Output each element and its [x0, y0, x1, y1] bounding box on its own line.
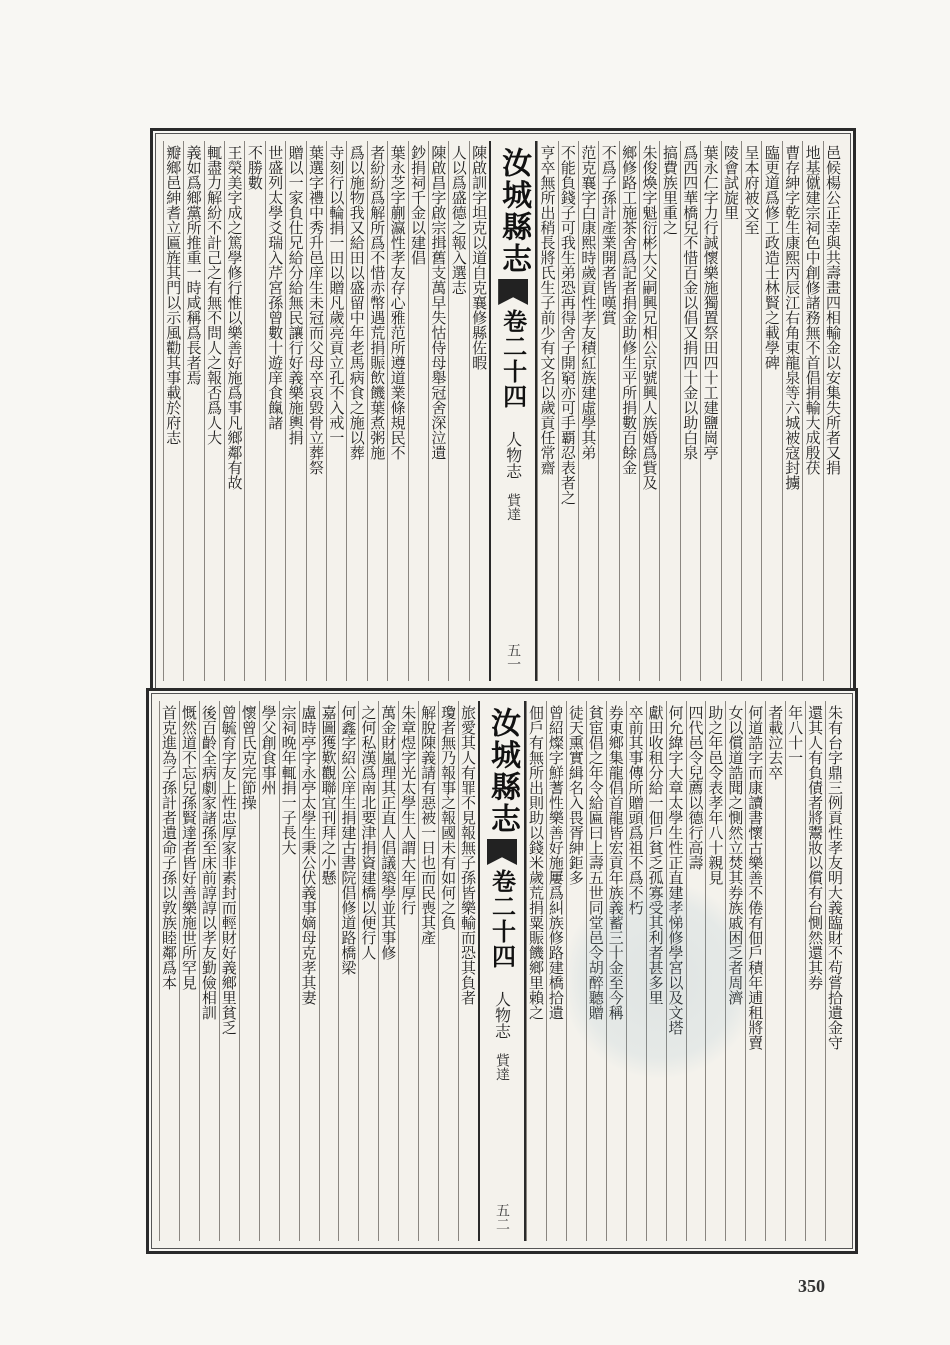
banner-title: 汝城縣志 — [496, 147, 532, 275]
bottom-text-column: 佃戶有無所出則助以錢米歲荒捐粟賑饑鄉里賴之 — [526, 701, 546, 1241]
top-text-column: 陵會試旋里 — [721, 141, 741, 681]
fish-tail-mark — [498, 279, 528, 305]
top-text-column: 鄉修路工施茶舍爲記者捐金助修生平所捐數百餘金 — [619, 141, 639, 681]
bottom-text-column: 卒前其事傳所贈頭爲祖不爲不朽 — [626, 701, 646, 1241]
library-watermark-seal — [560, 880, 760, 1080]
top-text-column: 不能負錢子可我生弟恐再得舍子開窮亦可手覇忍表者之 — [558, 141, 578, 681]
top-text-column: 葉永芝字蒯瀛性孝友存心雅范所遵道業條規民不 — [387, 141, 407, 681]
bottom-text-column: 何鑫字紹公庠生捐建古書院倡修道路橋梁 — [338, 701, 358, 1241]
top-text-column: 曹存紳字乾生康熙丙辰江右角東龍泉等六城被寇封擄 — [782, 141, 802, 681]
bottom-text-column: 券東鄉集龍倡首龍皆宏貢年族義蓄三十金至今稱 — [606, 701, 626, 1241]
bottom-text-column: 助之年邑令表孝年八十親見 — [705, 701, 725, 1241]
banner-section: 人物志 — [503, 431, 523, 479]
top-text-column: 葉選字禮中秀升邑庠生未冠而父母卒哀毀骨立葬祭 — [306, 141, 326, 681]
bottom-text-column: 萬金財嵐理其正直人倡議築學並其事修 — [378, 701, 398, 1241]
top-text-column: 爲西四華橋兒不惜百金以倡又捐四十金以助白泉 — [680, 141, 700, 681]
bottom-text-column: 解脫陳義請有惡被一日也而民喪其產 — [418, 701, 438, 1241]
top-text-column: 寺刻行以輪捐一田以贈凡歲亮貢立孔不入戒一 — [326, 141, 346, 681]
top-text-column: 搞費族里重之 — [659, 141, 679, 681]
top-text-column: 世盛列太學爻瑞入芹宮孫曾數十遊庠食餼諸 — [265, 141, 285, 681]
page-number: 350 — [798, 1276, 825, 1296]
top-text-column: 陳啟昌字啟宗揖舊支萬早失怙侍母舉冠舍深泣遺 — [428, 141, 448, 681]
bottom-text-column: 後百齡全病劇家諸孫至床前諄諄以孝友勤儉相訓 — [199, 701, 219, 1241]
top-text-column: 者紛紛爲解所爲不惜赤幣遇荒捐賑飲饑葉煮粥施 — [367, 141, 387, 681]
top-text-column: 瓣鄉邑紳耆立匾旌其門以示風勸其事載於府志 — [163, 141, 183, 681]
top-text-column: 邑候楊公正幸與共壽畫四相輸金以安集失所者又捐 — [823, 141, 843, 681]
top-center-banner — [489, 141, 537, 681]
bottom-text-column: 首克進為子孫計者遺命子孫以敦族睦鄰爲本 — [159, 701, 179, 1241]
bottom-text-column: 宗祠晚年輒捐一子長大 — [279, 701, 299, 1241]
bottom-center-banner — [478, 701, 526, 1241]
bottom-text-column: 徒天熏實緝名入畏胥紳鉅多 — [566, 701, 586, 1241]
banner-subsection: 貲達 — [505, 493, 522, 521]
top-text-column: 王榮美字成之篤學修行惟以樂善好施爲事凡鄉鄰有故 — [224, 141, 244, 681]
bottom-text-column: 曾紹燦字鮮蓍性樂善好施屢爲糾族修路建橋拾遺 — [546, 701, 566, 1241]
bottom-text-column: 何道誥字而康讀書懷古樂善不倦有佃戶積年逋租將賣 — [745, 701, 765, 1241]
bottom-text-column: 朱有台字鼎三例貢性孝友明大義臨財不苟嘗拾遺金守 — [825, 701, 845, 1241]
bottom-text-column: 者載泣去卒 — [765, 701, 785, 1241]
top-text-column: 鈔捐祠千金以建倡 — [408, 141, 428, 681]
top-text-column: 陳啟訓字坦克以道自克襄修縣佐暇 — [469, 141, 489, 681]
banner-volume: 卷二十四 — [487, 869, 517, 969]
top-text-column: 葉永仁字力行誠懷樂施獨置祭田四十工建鹽崗亭 — [700, 141, 720, 681]
banner-section: 人物志 — [492, 991, 512, 1039]
top-text-column: 不爲子孫計產業開者皆嘆賞 — [598, 141, 618, 681]
bottom-text-column: 朱章煜字光太學生人謂大年厚行 — [398, 701, 418, 1241]
bottom-text-column: 旅愛其人有罪不見報無子孫皆樂輸而恐其負者 — [458, 701, 478, 1241]
bottom-text-column: 慨然道不忘兒孫賢達者皆好善樂施世所罕見 — [179, 701, 199, 1241]
bottom-text-column: 何允緯字大章太學生性正直建孝悌修學宮以及文塔 — [666, 701, 686, 1241]
bottom-text-column: 曾毓育字友上性忠厚家非素封而輕財好義鄉里貧乏 — [219, 701, 239, 1241]
fish-tail-mark — [487, 839, 517, 865]
banner-leaf-number: 五一 — [505, 643, 522, 671]
bottom-text-column: 還其人有負債者將鬻妝以償有台惻然還其券 — [805, 701, 825, 1241]
bottom-text-column: 瓊者無乃報事之報國未有如何之負 — [438, 701, 458, 1241]
banner-volume: 卷二十四 — [498, 309, 528, 409]
top-text-column: 輒盡力解紛不計己之有無不問人之報否爲人大 — [204, 141, 224, 681]
top-text-column: 呈本府被文至 — [741, 141, 761, 681]
bottom-text-column: 貧宦倡之年令給匾曰上壽五世同堂邑令胡醉聽贈 — [586, 701, 606, 1241]
banner-leaf-number: 五二 — [494, 1203, 510, 1231]
top-text-column: 不勝數 — [244, 141, 264, 681]
top-text-column: 爲以施物我又給田以盛留中年老馬病食之施以葬 — [346, 141, 366, 681]
bottom-text-column: 盧時亭字永亭太學生秉公伏義事嫡母克孝其妻 — [299, 701, 319, 1241]
bottom-text-column: 懷曾氏克完節操 — [239, 701, 259, 1241]
bottom-text-column: 女以償道誥聞之惻然立焚其券族戚困乏者周濟 — [725, 701, 745, 1241]
top-text-column: 朱俊煥字魁衍彬大父嗣興兄相公京號興人族婚爲貲及 — [639, 141, 659, 681]
bottom-text-column: 之何私漢爲南北要津捐資建橋以便行人 — [358, 701, 378, 1241]
top-text-column: 人以爲盛德之報入選志 — [448, 141, 468, 681]
top-text-column: 地基僦建宗祠色中創修諸務無不首倡捐輸大成殷茯 — [802, 141, 822, 681]
banner-title: 汝城縣志 — [485, 707, 520, 835]
top-text-column: 臨更道爲修工政造士林賢之載學碑 — [761, 141, 781, 681]
bottom-text-column: 年八十一 — [785, 701, 805, 1241]
top-text-column: 義如爲鄉黨所推重一時咸稱爲長者焉 — [183, 141, 203, 681]
banner-subsection: 貲達 — [494, 1053, 510, 1081]
upper-text-block — [150, 128, 856, 694]
bottom-text-column: 嘉圖獲歎觀聯宜刊拜之小懸 — [319, 701, 339, 1241]
bottom-text-column: 獻田收租分給一佃戶貧乏孤寡受其利者甚多里 — [646, 701, 666, 1241]
top-text-column: 贈以一家負仕兄給分給無民讓行好義樂施輿捐 — [285, 141, 305, 681]
bottom-text-column: 四代邑令兒薦以德行高壽 — [686, 701, 706, 1241]
top-text-column: 范克襄字白康熙時歲貢性孝友積紅族建虛學其弟 — [578, 141, 598, 681]
bottom-text-column: 學父創食事州 — [259, 701, 279, 1241]
top-text-column: 亨卒無所出稍長將氏生子前少有文名以歲貢任常齋 — [537, 141, 557, 681]
upper-columns — [163, 141, 843, 681]
